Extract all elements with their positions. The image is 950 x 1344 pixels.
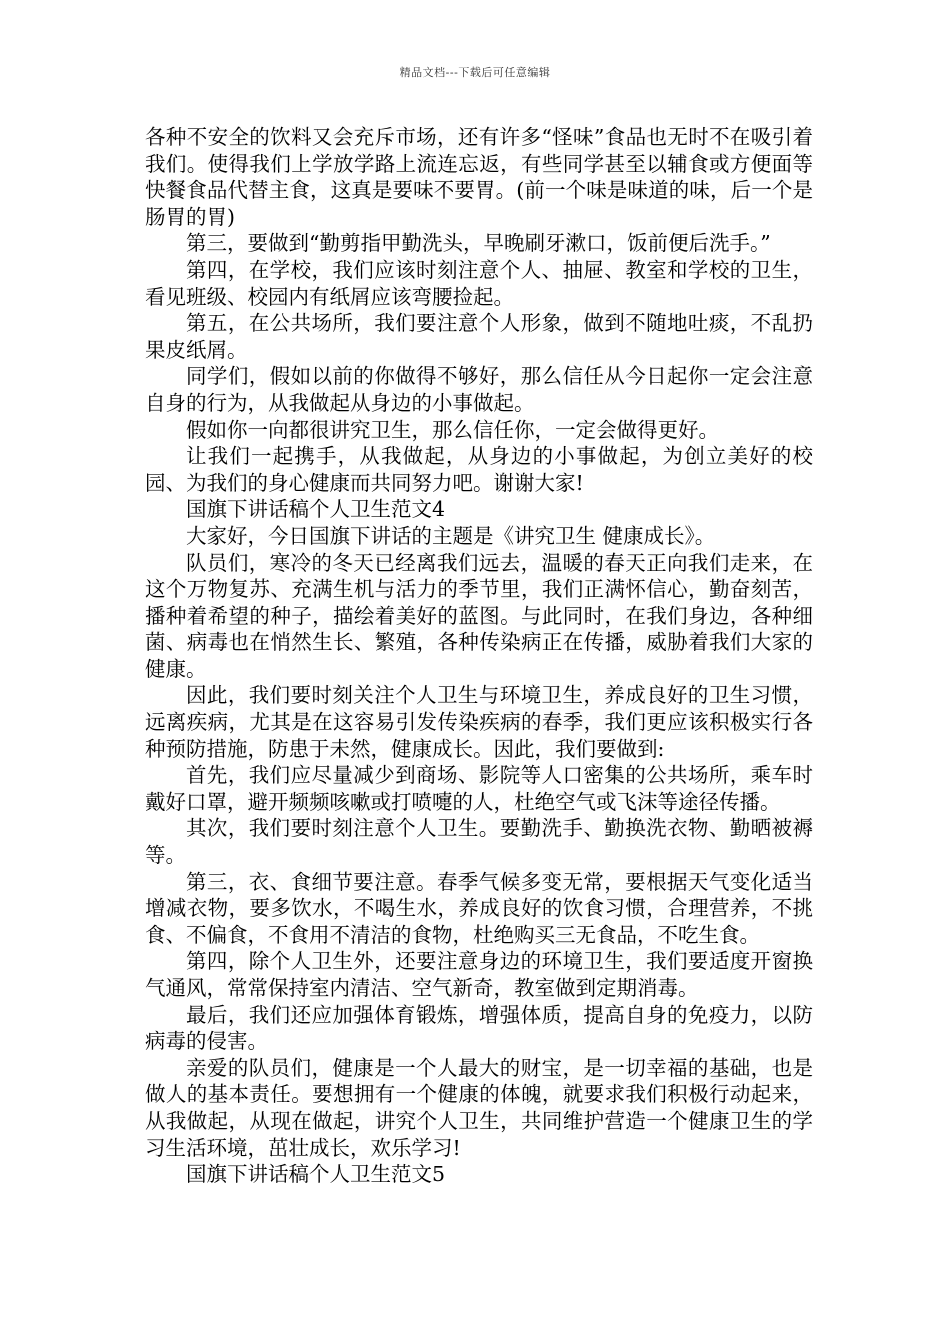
paragraph: 第五，在公共场所，我们要注意个人形象，做到不随地吐痰，不乱扔果皮纸屑。: [145, 311, 813, 362]
section-title: 国旗下讲话稿个人卫生范文4: [186, 497, 446, 522]
paragraph: 大家好，今日国旗下讲话的主题是《讲究卫生 健康成长》。: [186, 523, 716, 548]
paragraph: 第三，衣、食细节要注意。春季气候多变无常，要根据天气变化适当增减衣物，要多饮水，不喝生水，养成良好的饮食习惯，合理营养，不挑食、不偏食，不食用不清洁的食物，杜绝购买三无食品，不吃生食。: [145, 869, 813, 947]
paragraph: 各种不安全的饮料又会充斥市场，还有许多“怪味”食品也无时不在吸引着我们。使得我们上学放学路上流连忘返，有些同学甚至以辅食或方便面等快餐食品代替主食，这真是要味不要胃。(前一个味是味道的味，后一个是肠胃的胃): [145, 125, 813, 229]
paragraph: 假如你一向都很讲究卫生，那么信任你，一定会做得更好。: [186, 417, 719, 442]
paragraph: 因此，我们要时刻关注个人卫生与环境卫生，养成良好的卫生习惯，远离疾病，尤其是在这容易引发传染疾病的春季，我们更应该积极实行各种预防措施，防患于未然，健康成长。因此，我们要做到:: [145, 683, 813, 761]
paragraph: 第三，要做到“勤剪指甲勤洗头，早晚刷牙漱口，饭前便后洗手。”: [186, 231, 771, 256]
paragraph: 其次，我们要时刻注意个人卫生。要勤洗手、勤换洗衣物、勤晒被褥等。: [145, 816, 813, 868]
paragraph: 第四，在学校，我们应该时刻注意个人、抽屉、教室和学校的卫生，看见班级、校园内有纸屑应该弯腰捡起。: [145, 257, 813, 309]
paragraph: 让我们一起携手，从我做起，从身边的小事做起，为创立美好的校园、为我们的身心健康而共同努力吧。谢谢大家!: [145, 444, 813, 495]
paragraph: 最后，我们还应加强体育锻炼，增强体质，提高自身的免疫力，以防病毒的侵害。: [145, 1002, 813, 1054]
document-body: [145, 124, 813, 1188]
paragraph: 第四，除个人卫生外，还要注意身边的环境卫生，我们要适度开窗换气通风，常常保持室内清洁、空气新奇，教室做到定期消毒。: [145, 949, 813, 1000]
section-title: 国旗下讲话稿个人卫生范文5: [186, 1162, 446, 1187]
paragraph: 队员们，寒冷的冬天已经离我们远去，温暖的春天正向我们走来，在这个万物复苏、充满生机与活力的季节里，我们正满怀信心，勤奋刻苦，播种着希望的种子，描绘着美好的蓝图。与此同时，在我们身边，各种细菌、病毒也在悄然生长、繁殖，各种传染病正在传播，威胁着我们大家的健康。: [145, 550, 813, 681]
paragraph: 亲爱的队员们，健康是一个人最大的财宝，是一切幸福的基础，也是做人的基本责任。要想拥有一个健康的体魄，就要求我们积极行动起来，从我做起，从现在做起，讲究个人卫生，共同维护营造一个健康卫生的学习生活环境，茁壮成长，欢乐学习!: [145, 1055, 813, 1160]
paragraph: 首先，我们应尽量减少到商场、影院等人口密集的公共场所，乘车时戴好口罩，避开频频咳嗽或打喷嚏的人，杜绝空气或飞沫等途径传播。: [145, 763, 813, 814]
page-header: 精品文档---下载后可任意编辑: [399, 66, 551, 79]
paragraph: 同学们，假如以前的你做得不够好，那么信任从今日起你一定会注意自身的行为，从我做起从身边的小事做起。: [145, 364, 813, 415]
